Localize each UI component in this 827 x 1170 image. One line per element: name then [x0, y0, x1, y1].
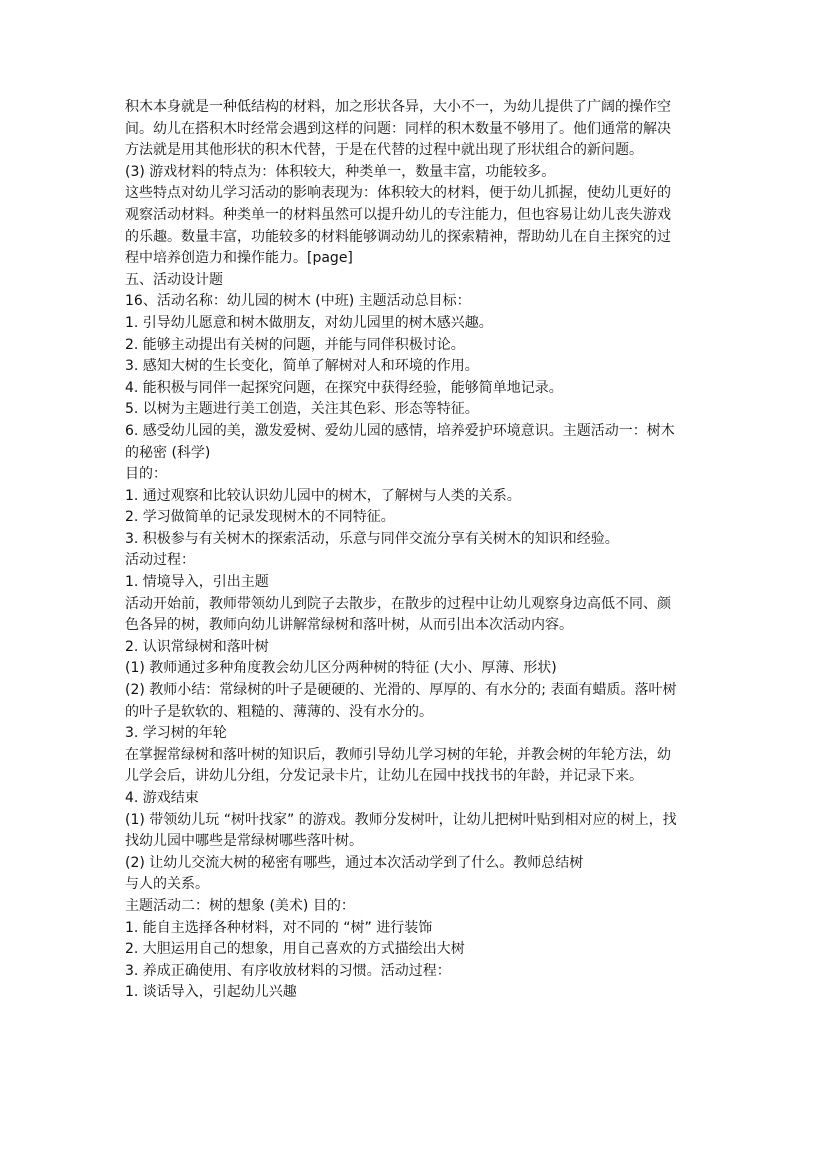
text-line: 的乐趣。数量丰富，功能较多的材料能够调动幼儿的探索精神，帮助幼儿在自主探究的过 [125, 228, 671, 245]
text-line: 活动过程： [125, 552, 195, 569]
document-body [125, 97, 710, 1004]
text-line: 这些特点对幼儿学习活动的影响表现为：体积较大的材料，便于幼儿抓握，使幼儿更好的 [125, 185, 671, 202]
text-line: 1. 通过观察和比较认识幼儿园中的树木，了解树与人类的关系。 [125, 487, 521, 504]
text-line: 3. 学习树的年轮 [125, 725, 227, 742]
text-line: 与人的关系。 [125, 876, 209, 893]
text-line: 儿学会后，讲幼儿分组，分发记录卡片，让幼儿在园中找找书的年龄，并记录下来。 [125, 768, 643, 785]
text-line: 在掌握常绿树和落叶树的知识后，教师引导幼儿学习树的年轮，并教会树的年轮方法，幼 [125, 746, 671, 763]
text-line: 主题活动二：树的想象 (美术) 目的： [125, 897, 355, 914]
text-line: 色各异的树，教师向幼儿讲解常绿树和落叶树，从而引出本次活动内容。 [125, 617, 573, 634]
text-line: 16、活动名称：幼儿园的树木 (中班) 主题活动总目标： [125, 293, 471, 310]
text-line: 2. 大胆运用自己的想象，用自己喜欢的方式描绘出大树 [125, 941, 465, 958]
text-line: (3) 游戏材料的特点为：体积较大，种类单一，数量丰富，功能较多。 [125, 163, 556, 180]
text-line: 1. 能自主选择各种材料，对不同的 “树” 进行装饰 [125, 919, 433, 936]
text-line: 3. 感知大树的生长变化，简单了解树对人和环境的作用。 [125, 358, 479, 375]
text-line: 4. 能积极与同伴一起探究问题，在探究中获得经验，能够简单地记录。 [125, 379, 563, 396]
text-line: (2) 让幼儿交流大树的秘密有哪些，通过本次活动学到了什么。教师总结树 [125, 854, 584, 871]
text-line: 1. 情境导入，引出主题 [125, 574, 269, 591]
text-line: 4. 游戏结束 [125, 790, 199, 806]
text-line: 1. 谈话导入，引起幼儿兴趣 [125, 984, 297, 1001]
text-line: 的叶子是软软的、粗糙的、薄薄的、没有水分的。 [125, 703, 433, 720]
text-line: 找幼儿园中哪些是常绿树哪些落叶树。 [125, 833, 363, 850]
text-line: 目的： [125, 466, 167, 483]
text-line: 5. 以树为主题进行美工创造，关注其色彩、形态等特征。 [125, 401, 479, 418]
text-line: (1) 带领幼儿玩 “树叶找家” 的游戏。教师分发树叶，让幼儿把树叶贴到相对应的树上，找 [125, 811, 677, 828]
text-line: 间。幼儿在搭积木时经常会遇到这样的问题：同样的积木数量不够用了。他们通常的解决 [125, 120, 671, 137]
text-line: 活动开始前，教师带领幼儿到院子去散步，在散步的过程中让幼儿观察身边高低不同、颜 [125, 595, 671, 612]
text-line: 3. 积极参与有关树木的探索活动，乐意与同伴交流分享有关树木的知识和经验。 [125, 530, 619, 547]
text-line: 1. 引导幼儿愿意和树木做朋友，对幼儿园里的树木感兴趣。 [125, 314, 493, 331]
text-line: 2. 认识常绿树和落叶树 [125, 638, 269, 655]
text-line: (1) 教师通过多种角度教会幼儿区分两种树的特征 (大小、厚薄、形状) [125, 660, 557, 677]
text-line: 3. 养成正确使用、有序收放材料的习惯。活动过程： [125, 962, 451, 979]
text-line: 五、活动设计题 [125, 271, 223, 288]
text-line: 程中培养创造力和操作能力。[page] [125, 250, 353, 267]
text-line: 2. 学习做简单的记录发现树木的不同特征。 [125, 509, 395, 526]
text-line: 2. 能够主动提出有关树的问题，并能与同伴积极讨论。 [125, 336, 465, 353]
text-line: 观察活动材料。种类单一的材料虽然可以提升幼儿的专注能力，但也容易让幼儿丧失游戏 [125, 206, 671, 223]
text-line: 积木本身就是一种低结构的材料，加之形状各异，大小不一，为幼儿提供了广阔的操作空 [125, 99, 671, 115]
text-line: 方法就是用其他形状的积木代替，于是在代替的过程中就出现了形状组合的新问题。 [125, 142, 643, 159]
text-line: 的秘密 (科学) [125, 444, 211, 461]
text-line: 6. 感受幼儿园的美，激发爱树、爱幼儿园的感情，培养爱护环境意识。主题活动一：树木 [125, 422, 675, 439]
text-line: (2) 教师小结：常绿树的叶子是硬硬的、光滑的、厚厚的、有水分的; 表面有蜡质。落叶树 [125, 682, 677, 699]
